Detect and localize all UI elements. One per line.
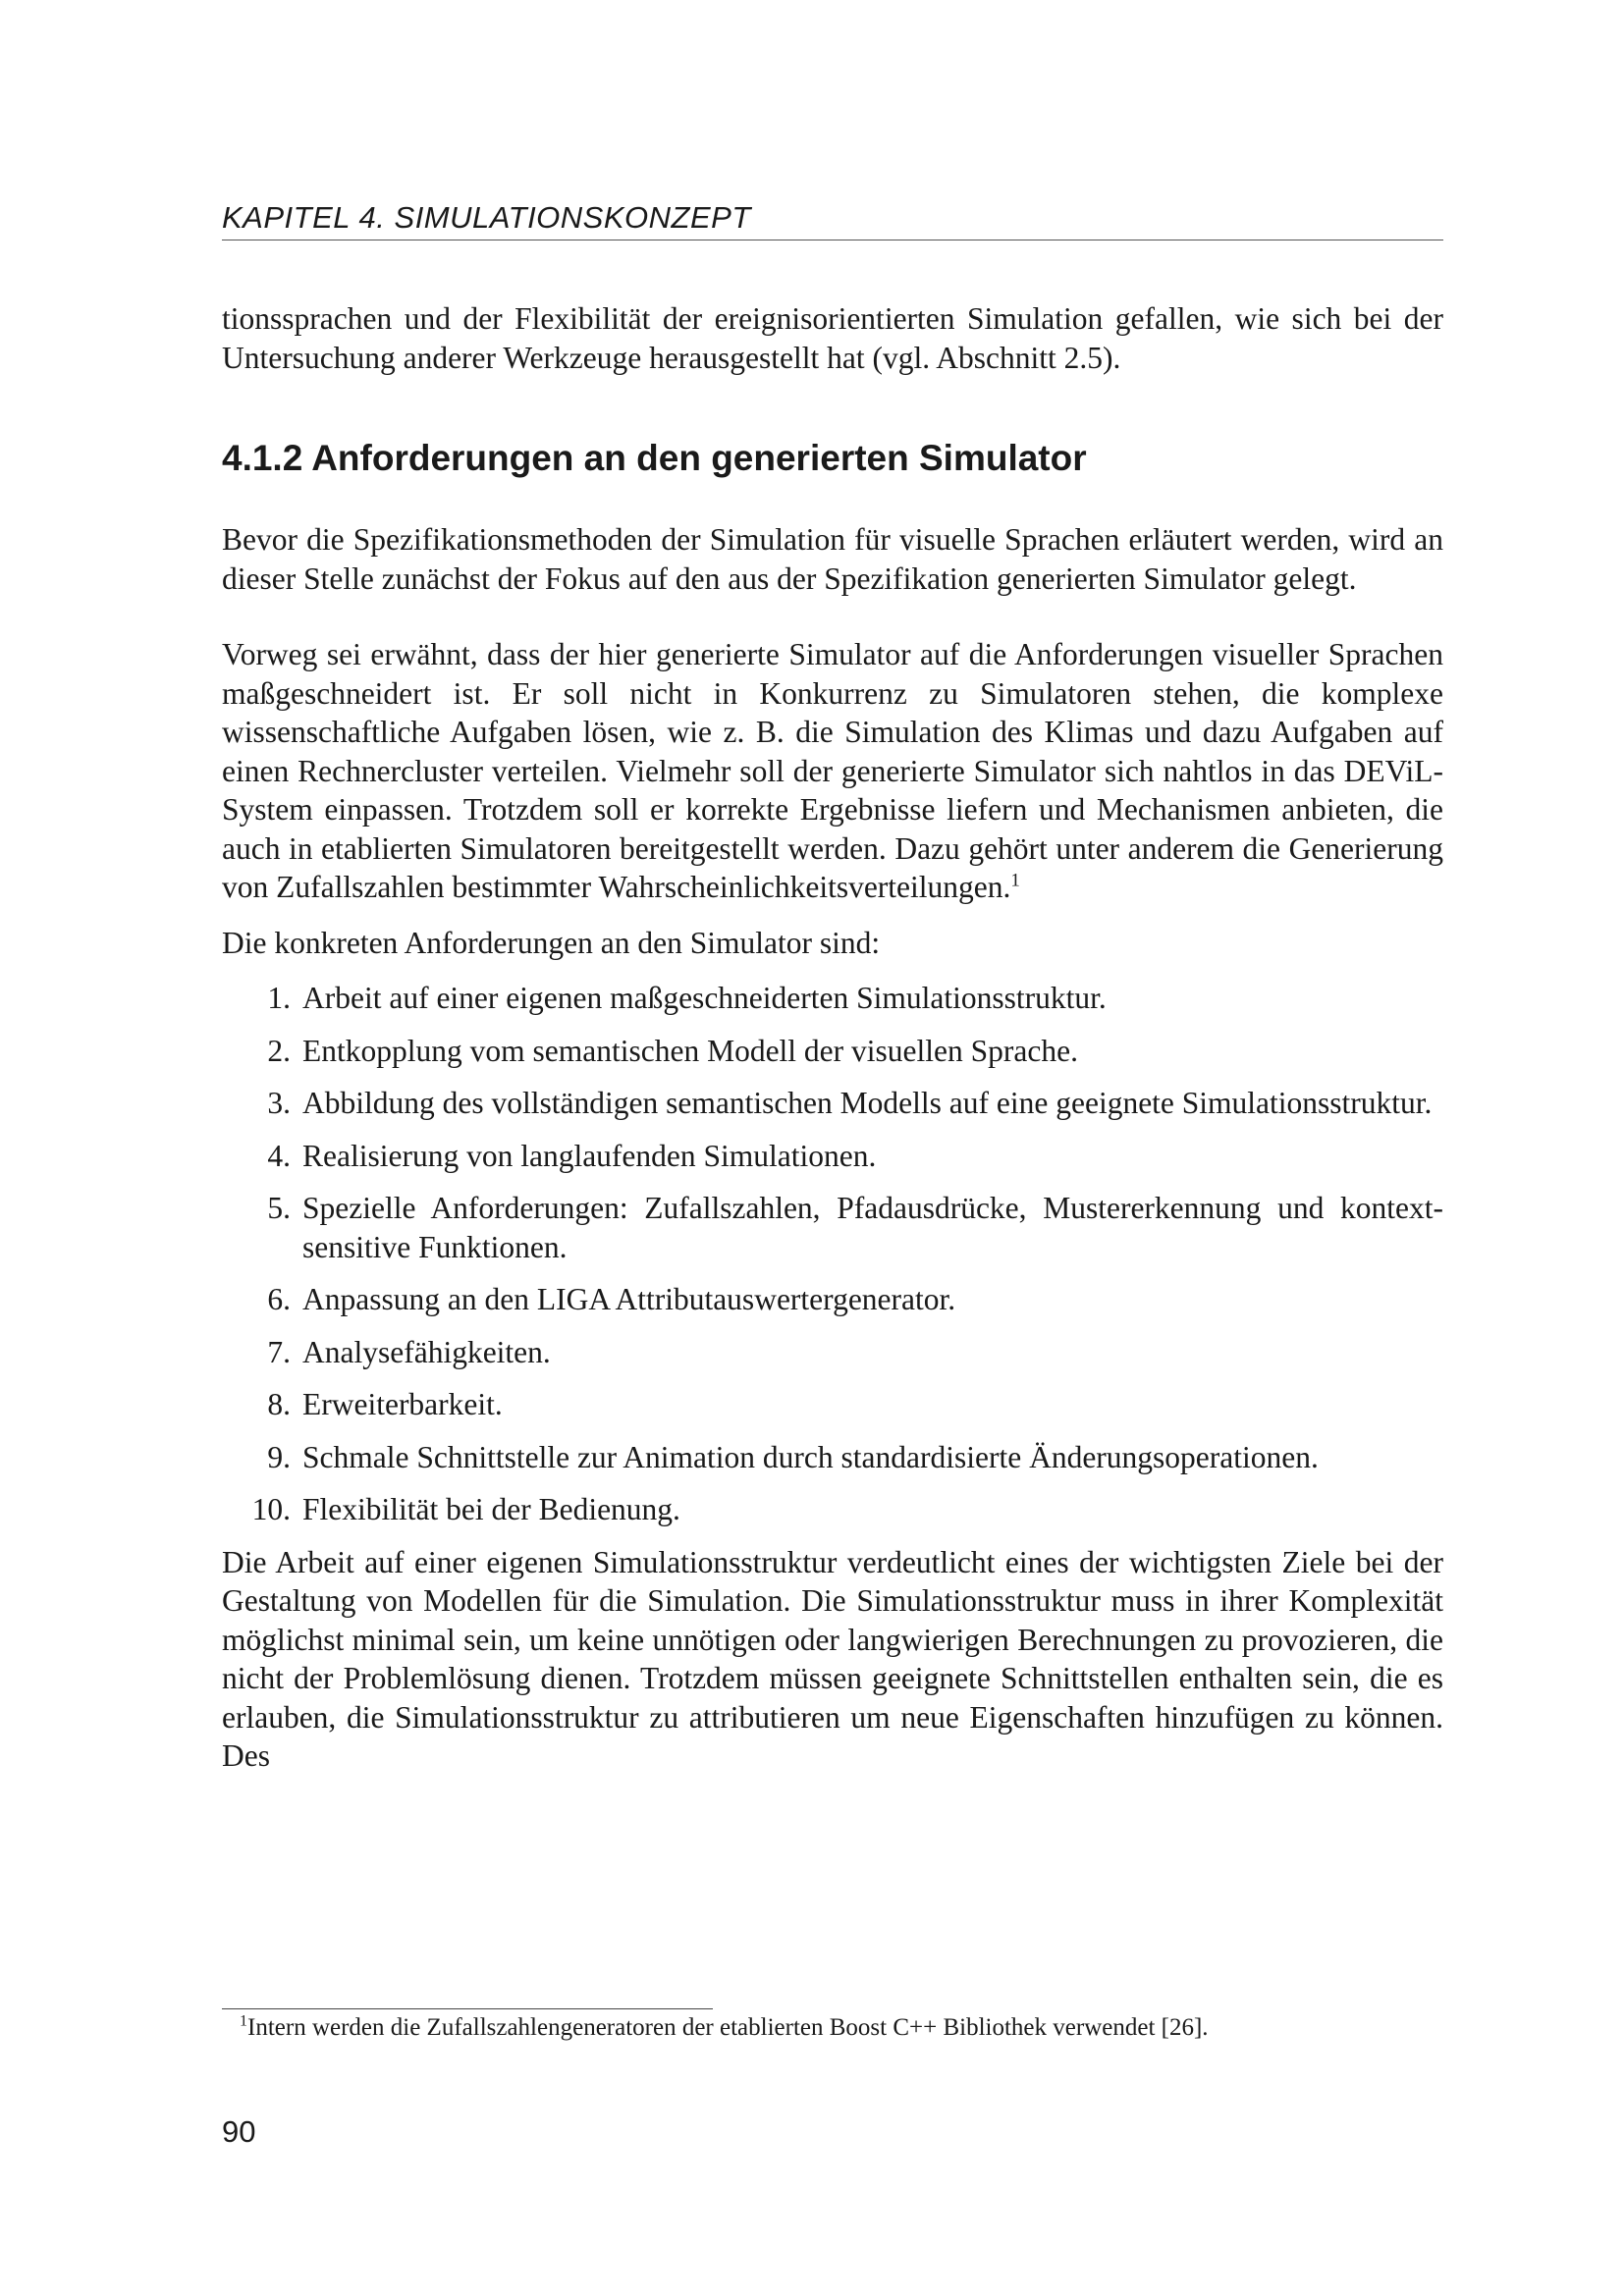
list-item-number: 8. xyxy=(267,1387,291,1421)
list-item-number: 1. xyxy=(267,981,291,1015)
list-item-number: 3. xyxy=(267,1086,291,1120)
list-item xyxy=(222,1032,1443,1071)
running-head: KAPITEL 4. SIMULATIONSKONZEPT xyxy=(222,196,1443,240)
list-item-number: 5. xyxy=(267,1191,291,1225)
list-item-text: Entkopplung vom semantischen Modell der visuellen Sprache. xyxy=(302,1033,1078,1068)
list-item-text: Arbeit auf einer eigenen maßgeschneiderten Simulationsstruktur. xyxy=(302,981,1107,1015)
list-item-number: 2. xyxy=(267,1033,291,1068)
list-item-number: 9. xyxy=(267,1439,291,1474)
list-item xyxy=(222,1490,1443,1529)
list-item-text: Erweiterbarkeit. xyxy=(302,1387,503,1421)
requirements-list xyxy=(222,979,1443,1529)
page-number: 90 xyxy=(222,2114,256,2149)
list-item xyxy=(222,1333,1443,1372)
list-item xyxy=(222,1385,1443,1424)
paragraph-2-text: Vorweg sei erwähnt, dass der hier generierte Simulator auf die Anforderungen visueller Sprachen maßgeschneidert ist. Er soll nicht in Konkurrenz zu Simulatoren stehen, die komplexe wissenschaftliche Aufgaben lösen, wie z. B. die Simulation des Klimas und dazu Aufgaben auf einen Rechnercluster verteilen. Vielmehr soll der generierte Simulator sich nahtlos in das DEViL-System einpassen. Trotzdem soll er korrekte Ergebnisse liefern und Mechanismen anbieten, die auch in etablierten Simulatoren bereitgestellt werden. Dazu gehört unter anderem die Generierung von Zufallszahlen bestimmter Wahrscheinlichkeitsverteilungen. xyxy=(222,637,1443,904)
page-content xyxy=(222,299,1443,1776)
list-item xyxy=(222,1280,1443,1319)
footnote-reference: 1 xyxy=(1010,870,1020,891)
list-item-number: 7. xyxy=(267,1334,291,1369)
paragraph-4: Die Arbeit auf einer eigenen Simulationsstruktur verdeutlicht eines der wichtigsten Ziele bei der Gestaltung von Modellen für die Simulation. Die Simulationsstruktur muss in ihrer Komplexität möglichst minimal sein, um keine unnötigen oder langwierigen Berechnungen zu provozieren, die nicht der Problemlösung dienen. Trotzdem müssen geeignete Schnittstellen enthalten sein, die es erlauben, die Simulationsstruktur zu attributieren um neue Eigenschaften hinzufügen zu können. Des xyxy=(222,1544,1443,1773)
footnote-text: Intern werden die Zufallszahlengeneratoren der etablierten Boost C++ Bibliothek verwendet [26]. xyxy=(247,2014,1209,2041)
footnote-divider xyxy=(222,2008,713,2009)
list-item xyxy=(222,1137,1443,1176)
list-item-text: Analysefähigkeiten. xyxy=(302,1334,551,1369)
list-item-text: Anpassung an den LIGA Attributauswertergenerator. xyxy=(302,1282,956,1316)
list-item-number: 10. xyxy=(251,1492,291,1526)
list-item-number: 6. xyxy=(267,1282,291,1316)
list-item-number: 4. xyxy=(267,1138,291,1173)
list-item xyxy=(222,1438,1443,1477)
list-item-text: Flexibilität bei der Bedienung. xyxy=(302,1492,680,1526)
paragraph-3: Die konkreten Anforderungen an den Simulator sind: xyxy=(222,925,881,960)
intro-paragraph: tionssprachen und der Flexibilität der ereignisorientierten Simulation gefallen, wie sich bei der Untersuchung anderer Werkzeuge herausgestellt hat (vgl. Abschnitt 2.5). xyxy=(222,301,1443,375)
list-item-text: Realisierung von langlaufenden Simulationen. xyxy=(302,1138,877,1173)
list-item xyxy=(222,979,1443,1018)
list-item xyxy=(222,1189,1443,1266)
list-item xyxy=(222,1084,1443,1123)
paragraph-2 xyxy=(222,635,1443,907)
footnote xyxy=(240,2012,1443,2044)
list-item-text: Spezielle Anforderungen: Zufallszahlen, Pfadausdrücke, Mustererkennung und kontext-sensitive Funktionen. xyxy=(302,1191,1443,1264)
section-heading: 4.1.2 Anforderungen an den generierten Simulator xyxy=(222,438,1087,478)
document-page xyxy=(222,0,1443,2296)
paragraph-1: Bevor die Spezifikationsmethoden der Simulation für visuelle Sprachen erläutert werden, wird an dieser Stelle zunächst der Fokus auf den aus der Spezifikation generierten Simulator gelegt. xyxy=(222,522,1443,596)
list-item-text: Abbildung des vollständigen semantischen Modells auf eine geeignete Simulationsstruktur. xyxy=(302,1086,1433,1120)
list-item-text: Schmale Schnittstelle zur Animation durch standardisierte Änderungsoperationen. xyxy=(302,1439,1319,1474)
footnote-mark: 1 xyxy=(240,2012,247,2030)
